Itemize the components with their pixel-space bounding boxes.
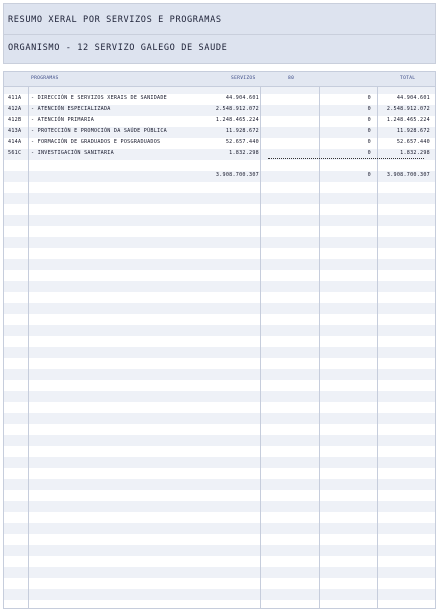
services-amount: 2.548.912.072 — [215, 106, 259, 112]
program-name: - ATENCIÓN ESPECIALIZADA — [31, 106, 111, 112]
program-name: - DIRECCIÓN E SERVIZOS XERAIS DE SANIDADE — [31, 95, 167, 101]
table-row — [4, 93, 435, 104]
other-amount: 0 — [367, 117, 371, 123]
total-amount: 1.832.298 — [400, 150, 430, 156]
program-code: 412A — [8, 106, 22, 112]
services-amount: 1.832.298 — [229, 150, 259, 156]
report-title-bar — [3, 3, 436, 35]
services-amount: 44.904.601 — [225, 95, 259, 101]
table-row — [4, 137, 435, 148]
other-total: 0 — [367, 172, 371, 178]
total-amount: 1.248.465.224 — [386, 117, 430, 123]
program-name: - ATENCIÓN PRIMARIA — [31, 117, 95, 123]
other-amount: 0 — [367, 128, 371, 134]
summary-table — [3, 71, 436, 609]
table-row — [4, 115, 435, 126]
column-header-services: SERVIZOS — [231, 76, 256, 81]
program-name: - FORMACIÓN DE GRADUADOS E POSGRADUADOS — [31, 139, 161, 145]
program-code: 411A — [8, 95, 22, 101]
report-title: RESUMO XERAL POR SERVIZOS E PROGRAMAS — [8, 15, 222, 25]
table-row — [4, 104, 435, 115]
program-code: 561C — [8, 150, 22, 156]
table-row — [4, 126, 435, 137]
organism-name: ORGANISMO - 12 SERVIZO GALEGO DE SAUDE — [8, 43, 228, 53]
other-amount: 0 — [367, 95, 371, 101]
services-amount: 52.657.440 — [225, 139, 259, 145]
total-amount: 52.657.440 — [396, 139, 430, 145]
other-amount: 0 — [367, 106, 371, 112]
program-code: 412B — [8, 117, 22, 123]
program-name: - INVESTIGACIÓN SANITARIA — [31, 150, 114, 156]
services-total: 3.908.700.307 — [215, 172, 259, 178]
grand-total: 3.908.700.307 — [386, 172, 430, 178]
organism-bar — [3, 35, 436, 64]
other-amount: 0 — [367, 150, 371, 156]
program-name: - PROTECCIÓN E PROMOCIÓN DA SAÚDE PÚBLICA — [31, 128, 167, 134]
column-header-row — [4, 72, 435, 87]
other-amount: 0 — [367, 139, 371, 145]
services-amount: 1.248.465.224 — [215, 117, 259, 123]
total-amount: 44.904.601 — [396, 95, 430, 101]
totals-row — [4, 170, 435, 181]
column-header-total: TOTAL — [400, 76, 416, 81]
services-amount: 11.928.672 — [225, 128, 259, 134]
total-amount: 11.928.672 — [396, 128, 430, 134]
column-header-services-amount: 80 — [288, 76, 295, 81]
column-header-programs: PROGRAMAS — [31, 76, 59, 81]
program-code: 413A — [8, 128, 22, 134]
total-amount: 2.548.912.072 — [386, 106, 430, 112]
totals-separator — [268, 158, 424, 159]
program-code: 414A — [8, 139, 22, 145]
